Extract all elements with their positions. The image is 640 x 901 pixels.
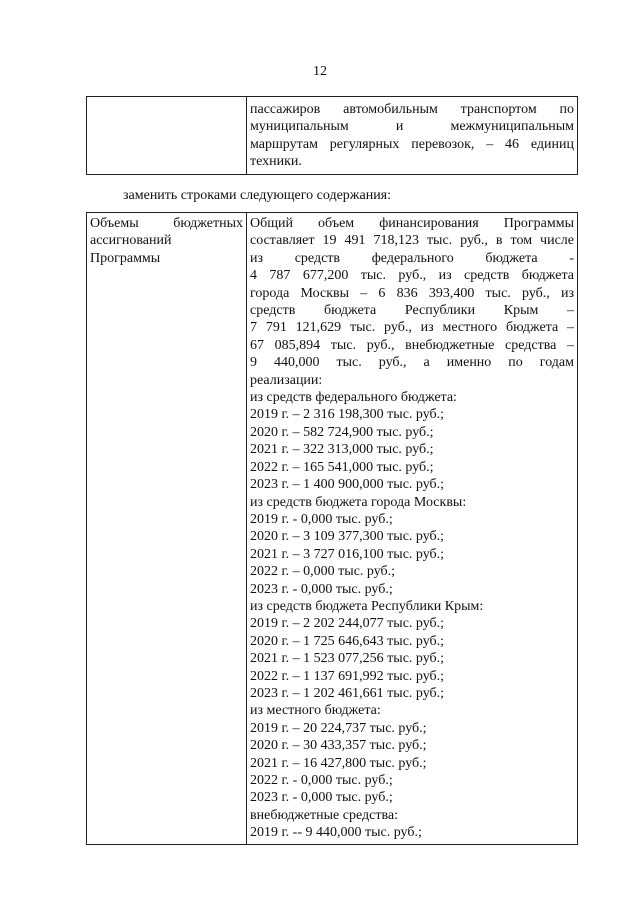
budget-table <box>86 212 578 845</box>
local-year-item: 2020 г. – 30 433,357 тыс. руб.; <box>250 738 427 754</box>
moscow-year-item: 2021 г. – 3 727 016,100 тыс. руб.; <box>250 546 445 562</box>
summary-line: средств бюджета Республики Крым – <box>250 303 574 319</box>
section-heading-local: из местного бюджета: <box>250 703 381 719</box>
summary-line: 4 787 677,200 тыс. руб., из средств бюджета <box>250 268 574 284</box>
summary-line: реализации: <box>250 372 323 388</box>
table-row <box>87 213 578 845</box>
crimea-year-item: 2020 г. – 1 725 646,643 тыс. руб.; <box>250 633 445 649</box>
moscow-year-item: 2022 г. – 0,000 тыс. руб.; <box>250 564 396 580</box>
crimea-year-item: 2022 г. – 1 137 691,992 тыс. руб.; <box>250 668 445 684</box>
crimea-year-item: 2019 г. – 2 202 244,077 тыс. руб.; <box>250 616 445 632</box>
table-row <box>87 97 578 175</box>
page-number: 12 <box>313 64 327 79</box>
summary-line: из средств федерального бюджета - <box>250 250 574 266</box>
extrabudgetary-year-item: 2019 г. -- 9 440,000 тыс. руб.; <box>250 825 422 841</box>
previous-rows-table <box>86 96 578 175</box>
text-line: пассажиров автомобильным транспортом по <box>250 102 574 117</box>
summary-line: 9 440,000 тыс. руб., а именно по годам <box>250 355 574 371</box>
moscow-year-item: 2023 г. - 0,000 тыс. руб.; <box>250 581 393 597</box>
moscow-year-item: 2019 г. - 0,000 тыс. руб.; <box>250 511 393 527</box>
federal-year-item: 2021 г. – 322 313,000 тыс. руб.; <box>250 442 434 458</box>
federal-year-item: 2022 г. – 165 541,000 тыс. руб.; <box>250 459 434 475</box>
federal-year-item: 2020 г. – 582 724,900 тыс. руб.; <box>250 424 434 440</box>
replacement-instruction: заменить строками следующего содержания: <box>123 188 392 203</box>
label-line: Программы <box>90 250 161 266</box>
local-year-item: 2021 г. – 16 427,800 тыс. руб.; <box>250 755 427 771</box>
summary-line: 7 791 121,629 тыс. руб., из местного бюджета – <box>250 320 574 336</box>
section-heading-extrabudgetary: внебюджетные средства: <box>250 807 398 823</box>
moscow-year-item: 2020 г. – 3 109 377,300 тыс. руб.; <box>250 529 445 545</box>
summary-line: Общий объем финансирования Программы <box>250 216 574 231</box>
section-heading-crimea: из средств бюджета Республики Крым: <box>250 598 484 614</box>
local-year-item: 2023 г. - 0,000 тыс. руб.; <box>250 790 393 806</box>
transport-description-cell <box>247 97 578 175</box>
crimea-year-item: 2021 г. – 1 523 077,256 тыс. руб.; <box>250 651 445 667</box>
local-year-item: 2022 г. - 0,000 тыс. руб.; <box>250 773 393 788</box>
label-line: ассигнований <box>90 233 172 249</box>
text-line: муниципальным и межмуниципальным <box>250 119 574 135</box>
label-line: Объемы бюджетных <box>90 216 243 231</box>
summary-line: города Москвы – 6 836 393,400 тыс. руб., из <box>250 285 574 301</box>
summary-line: составляет 19 491 718,123 тыс. руб., в том числе <box>250 233 574 249</box>
section-heading-federal: из средств федерального бюджета: <box>250 390 457 406</box>
section-heading-moscow: из средств бюджета города Москвы: <box>250 494 467 510</box>
budget-label-cell <box>87 213 247 845</box>
text-line: техники. <box>250 154 302 170</box>
empty-label-cell <box>87 97 247 175</box>
summary-line: 67 085,894 тыс. руб., внебюджетные средства – <box>250 337 574 353</box>
local-year-item: 2019 г. – 20 224,737 тыс. руб.; <box>250 720 427 736</box>
federal-year-item: 2023 г. – 1 400 900,000 тыс. руб.; <box>250 477 445 493</box>
federal-year-item: 2019 г. – 2 316 198,300 тыс. руб.; <box>250 407 445 423</box>
crimea-year-item: 2023 г. – 1 202 461,661 тыс. руб.; <box>250 685 445 701</box>
budget-details-cell <box>247 213 578 845</box>
text-line: маршрутам регулярных перевозок, – 46 единиц <box>250 136 574 152</box>
